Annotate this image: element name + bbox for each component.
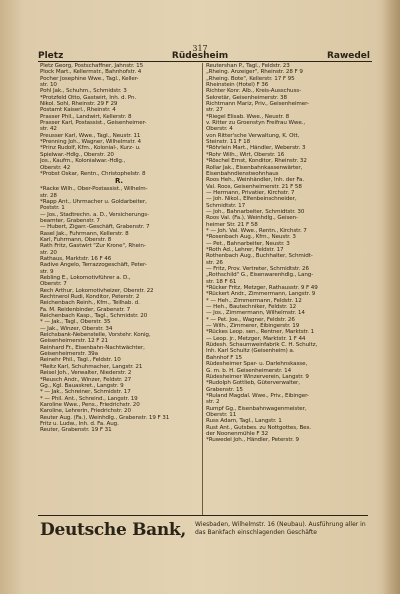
- directory-entry: Oberstr. 11: [206, 411, 237, 418]
- directory-entry: *Röschel Ernst, Konditor, Rheinstr. 32: [206, 158, 307, 165]
- directory-entry: Oberstr. 4: [206, 126, 233, 133]
- directory-entry: *Prenning Joh., Wagner, Wilhelmstr. 4: [40, 139, 141, 146]
- directory-entry: * — Joh. Val. Wwe., Rentn., Kirchstr. 7: [206, 227, 307, 234]
- directory-entry: Spielwar.-Hdlg., Oberstr. 20: [40, 151, 114, 158]
- directory-entry: v. Ritter zu Groenstyn Freifrau Wwe.,: [206, 120, 306, 127]
- directory-entry: *Rosenbach Aug., Kfm., Neustr. 3: [206, 234, 296, 241]
- directory-entry: Sekretär, Geisenheimerstr. 38: [206, 94, 287, 101]
- directory-entry: Rumpf Gg., Eisenbahnwagenmeister,: [206, 405, 307, 412]
- directory-entry: Fritz u. Ludw., Inh. d. Fa. Aug.: [40, 420, 119, 427]
- directory-entry: Rasel Jak., Fuhrmann, Kellerstr. 8: [40, 230, 129, 237]
- directory-entry: — Leop. jr., Metzger, Marktstr. 1 F 44: [206, 335, 306, 342]
- directory-entry: Rechtnerol Rudi, Konditor, Peterstr. 2: [40, 294, 140, 301]
- directory-entry: Bahnhof F 15: [206, 354, 242, 361]
- header-left-keyword: Pletz: [38, 51, 64, 61]
- directory-entry: Karl, Fuhrmann, Oberstr. 8: [40, 236, 112, 243]
- directory-entry: Reichsbank-Nebenstelle, Vorstehr. Konig,: [40, 332, 151, 339]
- directory-entry: *Rückes Leop. sen., Rentner, Marktstr. 1: [206, 329, 315, 336]
- directory-entry: Rollar Jak., Eisenbahnkassenwärter,: [206, 164, 303, 171]
- directory-entry: „Rothschild" G., Eisenwarenhdlg., Lang-: [206, 272, 314, 279]
- directory-entry: Prasser Phil., Landwirt, Kellerstr. 8: [40, 113, 132, 120]
- advertisement-bank-name: Deutsche Bank,: [40, 520, 187, 540]
- directory-entry: Rüdesheimer Winzerverein, Langstr. 9: [206, 373, 309, 380]
- directory-entry: str. 10: [40, 82, 57, 89]
- directory-entry: von Ritter'sche Verwaltung, K. Ott,: [206, 132, 300, 139]
- directory-entry: str. 20: [40, 249, 57, 256]
- directory-entry: Russ Adam, Tagl., Langstr. 1: [206, 418, 282, 425]
- directory-entry: Eisenbahndienstwohnhaus: [206, 170, 279, 177]
- directory-entry: Rathaus, Marktstr. 16 F 46: [40, 255, 112, 262]
- section-letter: R.: [115, 177, 123, 186]
- directory-entry: Reichenbach Kasp., Tagl., Schmidstr. 20: [40, 313, 148, 320]
- directory-entry: *Ruland Magdal. Wwe., Priv., Eibinger-: [206, 392, 309, 399]
- directory-entry: str. 26: [206, 259, 223, 266]
- directory-entry: Rheinstein (Hotel) F 36: [206, 82, 269, 89]
- directory-entry: Pohl Jak., Schuhm., Schmidstr. 3: [40, 88, 127, 95]
- directory-entry: — Hermann, Privatier, Kirchstr. 7: [206, 189, 295, 196]
- directory-entry: Rüdesh. Schaumweinfabrik C. H. Schultz,: [206, 342, 318, 349]
- directory-entry: *Racke Wilh., Ober-Postassist., Wilhelm-: [40, 186, 148, 193]
- directory-entry: Oberstr. 7: [40, 281, 67, 288]
- directory-entry: * — Pet. Joe., Wagner, Feldstr. 26: [206, 316, 295, 323]
- directory-entry: Karoline, Lehrerin, Friedrichstr. 20: [40, 408, 131, 415]
- directory-entry: str. 2: [206, 399, 220, 406]
- directory-entry: *Probst Oskar, Rentn., Christophelstr. 8: [40, 170, 146, 177]
- directory-entry: Preusser Karl, Wwe., Tagl., Neustr. 11: [40, 132, 141, 139]
- directory-entry: *Riegel Elisab. Wwe., Neustr. 8: [206, 113, 290, 120]
- directory-entry: Reisel Joh., Verwalter, Niederstr. 2: [40, 370, 132, 377]
- directory-entry: *Rücker Fritz, Metzger, Rathausstr. 9 F 49: [206, 285, 318, 292]
- directory-entry: Reinhard Fr., Eisenbahn-Nachtwächter,: [40, 344, 145, 351]
- directory-entry: Reuter, Grabenstr. 19 F 31: [40, 427, 112, 434]
- directory-entry: *Prinz Rudolf, Kfm., Kolonial-, Kurz- u.: [40, 145, 141, 152]
- directory-entry: — Hubert, Zigarr.-Geschäft, Grabenstr. 7: [40, 224, 150, 231]
- directory-entry: *Protzfeld Otto, Gastwirt, Inh. d. Pn.: [40, 94, 137, 101]
- directory-entry: * — Jak., Schreiner, Schmidstr. 17: [40, 389, 131, 396]
- directory-entry: *Rudolph Gottlieb, Güterverwalter,: [206, 380, 300, 387]
- directory-entry: Oberstr. 42: [40, 164, 71, 171]
- directory-entry: Poststr. 1: [40, 205, 65, 212]
- directory-entry: Geisenheimerstr. 12 F 21: [40, 338, 109, 345]
- directory-entry: Gg., Kgl. Bauaskret., Langstr. 9: [40, 382, 124, 389]
- directory-entry: Rothenbach Aug., Buchhalter, Schmidt-: [206, 253, 313, 260]
- directory-entry: * — Jak., Tagl., Oberstr. 35: [40, 319, 111, 326]
- directory-entry: — Fritz, Prov. Vertreter, Schmidtstr. 26: [206, 266, 309, 272]
- directory-entry: Rüdesheimer Spar- u. Darlehnskasse,: [206, 361, 308, 368]
- directory-entry: *Reusch Andr., Winzer, Feldstr. 27: [40, 376, 132, 383]
- directory-entry: Prasser Karl, Postassist., Geisenheimer-: [40, 120, 147, 127]
- directory-entry: — Jak., Winzer, Oberstr. 34: [40, 325, 113, 332]
- directory-entry: *Reitz Karl, Schuhmacher, Langstr. 21: [40, 363, 143, 370]
- directory-entry: der Noonenmühle F 32: [206, 430, 269, 437]
- directory-entry: Nikol. Sohl, Rheinstr. 29 F 29: [40, 101, 118, 108]
- directory-entry: Steinstr. 11 F 18: [206, 139, 251, 146]
- directory-entry: str. 28: [40, 192, 57, 199]
- directory-entry: Reuter Aug. (Fa.), Weinhdlg., Grabenstr. 19 F 31: [40, 414, 170, 421]
- directory-entry: — Pet., Bahnarbeiter, Neustr. 3: [206, 240, 290, 247]
- directory-entry: *Roth Ad., Lehrer, Feldstr. 17: [206, 246, 284, 253]
- directory-entry: str. 42: [40, 126, 57, 133]
- directory-entry: — Jos., Zimmermann, Wilhelmstr. 14: [206, 310, 305, 317]
- directory-entry: Grabenstr. 15: [206, 386, 243, 393]
- directory-entry: *Rapp Ant., Uhrmacher u. Goldarbeiter,: [40, 198, 147, 205]
- directory-entry: Reinehr Phil., Tagl., Feldstr. 10: [40, 357, 121, 364]
- directory-entry: Plock Mart., Kellermstr., Bahnhofstr. 4: [40, 69, 142, 76]
- left-column: [40, 63, 198, 434]
- directory-entry: G. m. b. H. Geisenheimerstr. 14: [206, 367, 292, 374]
- directory-entry: — Joh., Bahnarbeiter, Schmidtstr. 30: [206, 208, 305, 215]
- directory-entry: Pletz Georg, Postschaffner, Jahnstr. 15: [40, 63, 144, 69]
- directory-entry: Reutershan P., Tagl., Feldstr. 23: [206, 63, 290, 69]
- directory-entry: *Rückert Andr., Zimmermann, Langstr. 9: [206, 291, 316, 298]
- directory-entry: Pocher Josephine Wwe., Tagl., Keller-: [40, 75, 139, 82]
- page-edge-shadow: [382, 0, 400, 594]
- directory-entry: — Heh., Bautechniker, Feldstr. 12: [206, 304, 297, 311]
- right-column: [206, 63, 366, 444]
- directory-entry: Rech Arthur, Lokomotivheizer, Oberstr. 22: [40, 287, 154, 294]
- directory-entry: *Röhrlein Mart., Händler, Weberstr. 3: [206, 145, 306, 152]
- advertisement-text: Wiesbaden, Wilhelmstr. 16 (Neubau). Ausführung aller in das Bankfach einschlagenden Geschäfte: [195, 521, 366, 536]
- directory-entry: *Rohr Wilh., Wirt, Oberstr. 16: [206, 151, 285, 158]
- header-right-keyword: Rawedel: [326, 51, 370, 61]
- directory-entry: beamter, Grabenstr. 7: [40, 217, 100, 224]
- directory-entry: „Rheing. Anzeiger", Rheinstr. 28 F 9: [206, 69, 303, 76]
- directory-entry: Geisenheimerstr. 39a: [40, 351, 98, 358]
- directory-entry: str. 27: [206, 107, 223, 114]
- directory-entry: Reichenbach Reinh., Kfm., Teilhab. d.: [40, 300, 140, 307]
- directory-entry: Richtmann Mariz, Priv., Geisenheimer-: [206, 101, 309, 108]
- header-rule: [38, 61, 372, 62]
- page-number: 317: [192, 44, 208, 53]
- directory-entry: str. 18 F 61: [206, 278, 237, 285]
- directory-entry: Inh. Karl Schultz (Geisenheim) a.: [206, 348, 295, 355]
- directory-entry: Richter Konr. Alb., Kreis-Ausschuss-: [206, 88, 302, 95]
- directory-entry: Val. Roos, Geisenheimerstr. 21 F 58: [206, 183, 302, 190]
- directory-entry: Roos Heh., Weinhändler, Inh. der Fa.: [206, 177, 305, 184]
- directory-entry: Fa. M. Reidenbinder, Grabenstr. 7: [40, 306, 131, 313]
- header-town-title: Rüdesheim: [171, 51, 229, 61]
- directory-entry: Karoline Wwe., Pens., Friedrichstr. 20: [40, 401, 140, 408]
- directory-entry: Rath Fritz, Gastwirt "Zur Krone", Rhein-: [40, 243, 146, 250]
- directory-entry: — Joh. Nikol., Elfenbeinschneider,: [206, 196, 297, 203]
- directory-entry: „Rheing. Bote", Kellerstr. 17 F 95: [206, 75, 295, 82]
- directory-entry: Rust Ant., Gutsbes. zu Nottgottes, Bes.: [206, 424, 312, 431]
- directory-entry: Radive Angelo, Terrazzogeschäft, Peter-: [40, 262, 147, 269]
- directory-entry: Postamt Kaiserl., Rheinstr. 4: [40, 107, 116, 114]
- bank-advertisement: [38, 515, 368, 546]
- directory-entry: * — Phil. Ant., Schreind., Langstr. 19: [40, 395, 138, 402]
- directory-entry: heimer Str. 21 F 58: [206, 221, 258, 228]
- column-divider: [202, 63, 203, 515]
- directory-entry: *Ruwedel Joh., Händler, Peterstr. 9: [206, 437, 299, 444]
- directory-entry: Jos., Kaufm., Kolonialwar.-Hdlg.,: [40, 158, 126, 165]
- directory-entry: Rebling E., Lokomotivführer a. D.,: [40, 275, 131, 281]
- directory-entry: Schmidtstr. 17: [206, 202, 246, 209]
- directory-entry: * — Heh., Zimmermann, Feldstr. 12: [206, 297, 302, 304]
- directory-entry: — Jos., Stadtrechn. a. D., Versicherungs-: [40, 211, 150, 218]
- directory-entry: str. 9: [40, 268, 54, 275]
- directory-entry: — Wilh., Zimmerer, Eibingerstr. 19: [206, 323, 300, 330]
- directory-entry: Roos Val. (Fa.), Weinhdlg., Geisen-: [206, 215, 298, 222]
